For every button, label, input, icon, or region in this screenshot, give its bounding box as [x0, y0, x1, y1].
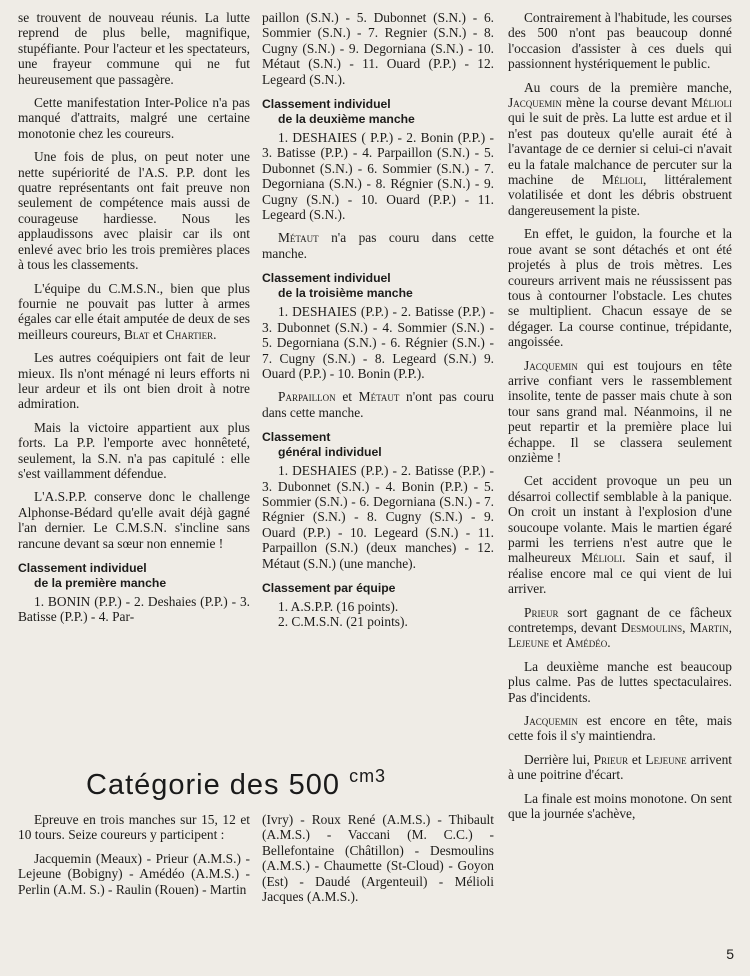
paragraph: se trouvent de nouveau réunis. La lutte reprend de plus belle, magnifique, stupéfiante. Pour l'acteur et les spectateurs, une frayeur commune qui ne fut heureusement que passagère. — [18, 10, 250, 87]
section-title-text: Catégorie des 500 — [86, 769, 340, 801]
paragraph: Mais la victoire appartient aux plus forts. La P.P. l'emporte avec honnêteté, seulement, la S.N. n'a pas capitulé : elle s'est vaillamment défendue. — [18, 419, 250, 481]
text: mène la course devant — [561, 95, 692, 111]
text: et — [335, 389, 359, 405]
paragraph: Une fois de plus, on peut noter une nette supériorité de l'A.S. P.P. dont les quatre représentants ont fait preuve non seulement de compétence mais aussi de courageuse hardiesse. Nous les applaudissons avec plaisir car ils ont enlevé avec brio les trois premières places à tous les classements. — [18, 149, 250, 273]
participants-list: (Ivry) - Roux René (A.M.S.) - Thibault (A.M.S.) - Vaccani (M. C.C.) - Bellefontaine (Châtillon) - Desmoulins (A.M.S.) - Chaumette (St-Cloud) - Goyon (Est) - Daudé (Argenteuil) - Mélioli Jacques (A.M.S.). — [262, 812, 494, 905]
text: qui est toujours en tête arrive confiant vers le rassemblement insolite, tente de passer mais chute à son tour sans grand mal. Néanmoins, il ne peut repartir et la première place lui échappe. Il se classera seulement onzième ! — [508, 357, 732, 465]
paragraph: Epreuve en trois manches sur 15, 12 et 10 tours. Seize coureurs y participent : — [18, 812, 250, 843]
text: , littéralement volatilisée et dont les débris obstruent dangereusement la piste. — [508, 172, 732, 218]
ranking-text: 1. BONIN (P.P.) - 2. Deshaies (P.P.) - 3. Batisse (P.P.) - 4. Par- — [18, 594, 250, 625]
heading-line: Classement individuel — [18, 561, 147, 575]
heading-line: de la deuxième manche — [278, 112, 415, 127]
ranking-text: 1. DESHAIES (P.P.) - 2. Batisse (P.P.) - 3. Dubonnet (S.N.) - 4. Sommier (S.N.) - 5. Degorniana (S.N.) - 6. Régnier (S.N.) - 7. Cugny (S.N.) - 8. Legeard (S.N.) 9. Ouard (P.P.) - 10. Bonin (P.P.). — [262, 304, 494, 381]
text: et — [149, 326, 166, 342]
rider-name: Mélioli — [581, 550, 623, 566]
rider-name: Mélioli — [602, 172, 643, 188]
paragraph: Les autres coéquipiers ont fait de leur mieux. Ils n'ont ménagé ni leurs efforts ni leur ardeur et ils ont bien droit à notre admiration. — [18, 350, 250, 412]
section-title — [86, 756, 486, 805]
rider-name: Prieur — [593, 751, 629, 767]
rider-name: Parpaillon — [278, 389, 336, 405]
column-middle — [262, 10, 494, 638]
column-right — [508, 10, 732, 830]
text: , — [728, 620, 732, 636]
ranking-text: 1. DESHAIES (P.P.) - 2. Batisse (P.P.) - 3. Dubonnet (S.N.) - 4. Bonin (P.P.) - 5. Sommier (S.N.) - 6. Degorniana (S.N.) - 7. Régnier (S.N.) - 8. Cugny (S.N.) - 9. Ouard (P.P.) - 10. Legeard (S.N.) - 11. Parpaillon (S.N.) (deux manches) - 12. Métaut (S.N.) (une manche). — [262, 463, 494, 571]
rider-name: Amédéo — [565, 635, 608, 651]
section-heading — [18, 561, 250, 591]
page-number: 5 — [726, 946, 734, 962]
paragraph: Contrairement à l'habitude, les courses des 500 n'ont pas beaucoup donné l'occasion d'assister à ces duels qui passionnent hystériquement le public. — [508, 10, 732, 72]
text: . — [607, 635, 611, 651]
paragraph — [508, 80, 732, 219]
text: qui le suit de près. La lutte est ardue et il n'est pas douteux qu'elle aurait été à l'avantage de ce dernier si celui-ci n'avait eu la fatale malchance de percuter sur la machine de — [508, 110, 732, 188]
paragraph — [508, 605, 732, 651]
section-heading — [262, 430, 494, 460]
paragraph: La deuxième manche est beaucoup plus calme. Pas de luttes spectaculaires. Pas d'incidents. — [508, 658, 732, 705]
text: n'a pas couru dans cette manche. — [262, 230, 494, 261]
rider-name: Chartier — [165, 326, 214, 342]
text: n'ont pas couru dans cette manche. — [262, 389, 494, 420]
paragraph — [262, 230, 494, 261]
heading-line: de la première manche — [34, 576, 167, 590]
rider-name: Métaut — [278, 230, 319, 246]
rider-name: Prieur — [524, 604, 559, 620]
text: . Sain et sauf, il réalise encore mal ce qui vient de lui arriver. — [508, 550, 732, 597]
text: arrivent à une poitrine d'écart. — [508, 751, 733, 783]
participants-list: Jacquemin (Meaux) - Prieur (A.M.S.) - Lejeune (Bobigny) - Amédéo (A.M.S.) - Perlin (A.M. S.) - Raulin (Rouen) - Martin — [18, 850, 250, 897]
paragraph — [508, 473, 732, 596]
ranking-text: 2. C.M.S.N. (21 points). — [278, 614, 408, 630]
paragraph — [508, 358, 732, 466]
paragraph — [18, 281, 250, 343]
text: . — [213, 326, 217, 342]
heading-line: Classement — [262, 430, 331, 445]
paragraph — [508, 752, 732, 783]
text: Cet accident provoque un peu un désarroi collectif semblable à la panique. On croit un instant à l'explosion d'une soucoupe volante. Mais le martien égaré parmi les terriens n'est autre que le malheureux — [508, 473, 732, 566]
text: Au cours de la première manche, — [524, 79, 732, 95]
paragraph: La finale est moins monotone. On sent que la journée s'achève, — [508, 790, 732, 822]
text: est encore en tête, mais cette fois il s'y maintiendra. — [508, 713, 732, 744]
ranking-text: 1. A.S.P.P. (16 points). — [278, 598, 399, 614]
text: Derrière lui, — [524, 751, 594, 767]
section-title-unit: cm3 — [349, 766, 387, 786]
section-heading: Classement par équipe — [262, 580, 396, 595]
paragraph — [262, 389, 494, 420]
ranking-text: paillon (S.N.) - 5. Dubonnet (S.N.) - 6. Sommier (S.N.) - 7. Regnier (S.N.) - 8. Cugny (S.N.) - 9. Degorniana (S.N.) - 10. Métaut (S.N.) - 11. Ouard (P.P.) - 12. Legeard (S.N.). — [262, 10, 494, 87]
rider-name: Blat — [123, 326, 150, 342]
section-heading — [262, 97, 494, 127]
bottom-column-left — [18, 812, 250, 905]
rider-name: Métaut — [358, 389, 400, 405]
rider-name: Jacquemin — [524, 357, 578, 373]
heading-line: Classement individuel — [262, 97, 391, 112]
rider-name: Jacquemin — [508, 95, 562, 111]
paragraph: Cette manifestation Inter-Police n'a pas manqué d'attraits, malgré une certaine monotonie chez les coureurs. — [18, 95, 250, 141]
rider-name: Martin — [689, 620, 729, 636]
bottom-column-middle — [262, 812, 494, 912]
paragraph: En effet, le guidon, la fourche et la roue avant se sont détachés et ont été projetés à plus de trois mètres. Les coureurs arrivent mais ne réussissent pas tous à contourner l'obstacle. Les chutes se multiplient. Chacun essaye de se dégager. La course continue, trépidante, angoissée. — [508, 226, 732, 350]
column-left — [18, 10, 250, 633]
text: et — [549, 635, 566, 651]
paragraph — [508, 713, 732, 744]
text: et — [628, 751, 646, 767]
text: sort gagnant de ce fâcheux contretemps, devant — [508, 604, 732, 636]
rider-name: Desmoulins — [620, 620, 683, 636]
text: , — [682, 620, 690, 636]
rider-name: Jacquemin — [524, 713, 578, 729]
heading-line: général individuel — [278, 445, 382, 460]
rider-name: Mélioli — [691, 95, 732, 111]
text: L'équipe du C.M.S.N., bien que plus fournie ne pouvait pas lutter à armes égales car elle était amputée de deux de ses meilleurs coureurs, — [18, 280, 250, 342]
heading-line: de la troisième manche — [278, 286, 413, 301]
rider-name: Lejeune — [645, 751, 687, 767]
section-heading — [262, 271, 494, 301]
heading-line: Classement individuel — [262, 271, 391, 286]
ranking-text: 1. DESHAIES ( P.P.) - 2. Bonin (P.P.) - 3. Batisse (P.P.) - 4. Parpaillon (S.N.) - 5. Dubonnet (S.N.) - 6. Sommier (S.N.) - 7. Degorniana (S.N.) - 8. Régnier (S.N.) - 9. Cugny (S.N.) - 10. Ouard (P.P.) - 11. Legeard (S.N.). — [262, 130, 494, 223]
paragraph: L'A.S.P.P. conserve donc le challenge Alphonse-Bédard qu'elle avait déjà gagné l'an dernier. Le C.M.S.N. s'incline sans rancune devant sa sœur non ennemie ! — [18, 489, 250, 551]
rider-name: Lejeune — [508, 635, 550, 651]
